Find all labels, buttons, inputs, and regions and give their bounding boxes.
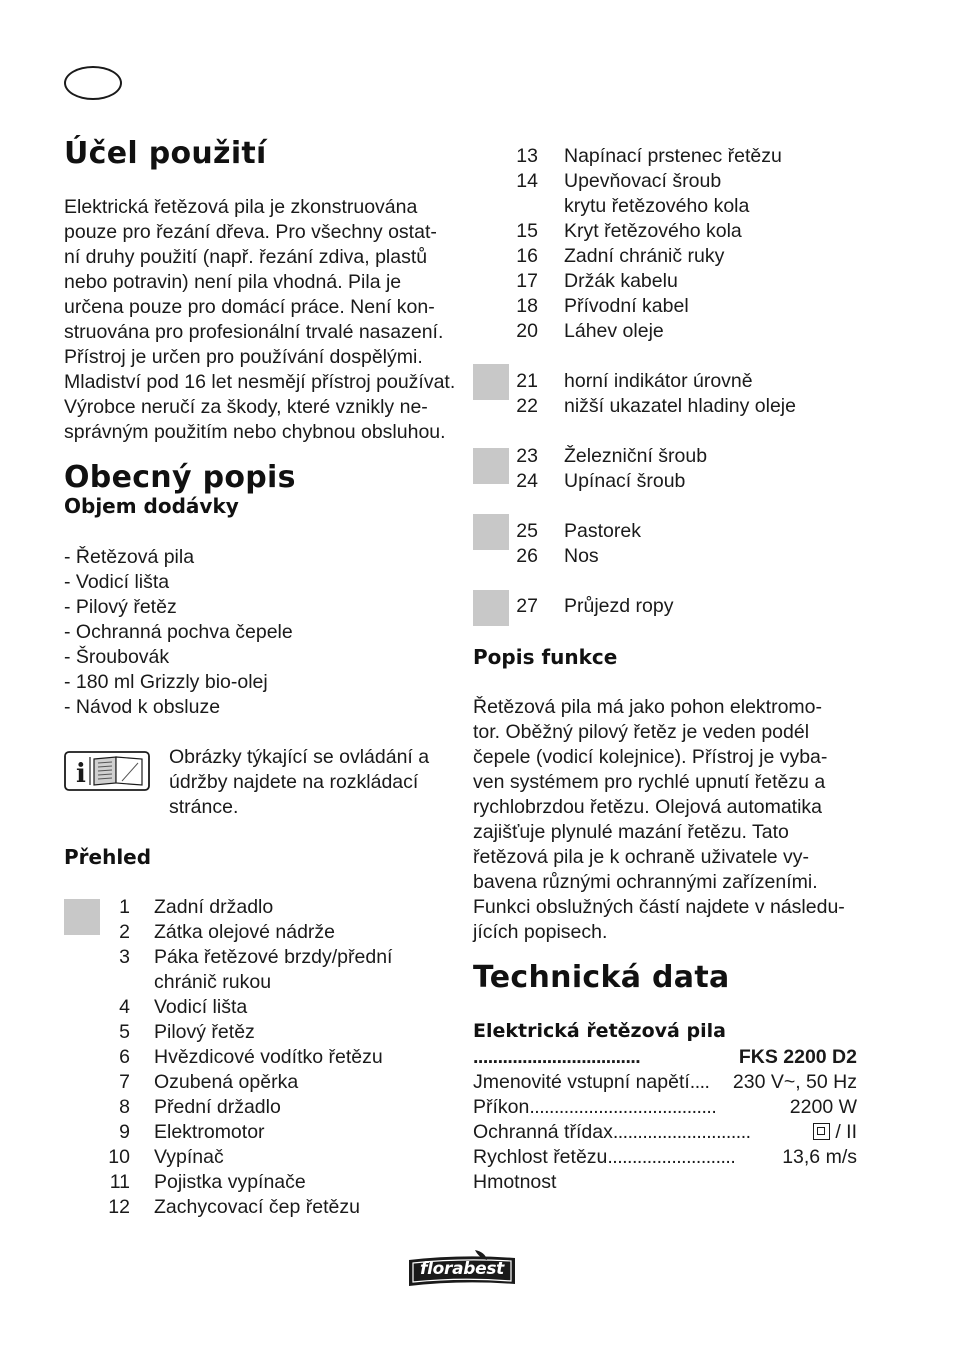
item-label: Nos [564,545,599,567]
tech-table [473,1070,857,1195]
overview-group [498,594,673,619]
function-title: Popis funkce [473,645,618,669]
list-item [90,895,392,920]
item-number: 17 [516,270,538,292]
info-book-icon [64,751,150,791]
item-number: 27 [516,595,538,617]
list-item [90,1145,392,1170]
item-label: Napínací prstenec řetězu [564,145,782,167]
item-number: 24 [516,470,538,492]
function-paragraph [473,695,845,945]
text-line: struována pro profesionální trvalé nasazení. [64,321,444,343]
tech-value: 2200 W [789,1096,857,1118]
text-line: pouze pro řezání dřeva. Pro všechny ostat- [64,221,437,243]
item-label: Zachycovací čep řetězu [154,1196,360,1218]
dot-leader: .......................... [607,1146,736,1168]
delivery-list [64,545,293,720]
list-item [90,1195,392,1220]
text-line: tor. Oběžný pilový řetěz je veden podél [473,721,810,743]
item-number: 5 [119,1021,130,1043]
dot-leader: ...................................... [529,1096,717,1118]
general-title: Obecný popis [64,460,296,495]
item-label: Držák kabelu [564,270,678,292]
item-number: 7 [119,1071,130,1093]
item-number: 22 [516,395,538,417]
item-label: Upevňovací šroub [564,170,722,192]
item-label: Elektromotor [154,1121,265,1143]
list-item: - 180 ml Grizzly bio-olej [64,671,268,693]
list-item [90,945,392,970]
item-number: 15 [516,220,538,242]
overview-title: Přehled [64,845,152,869]
item-number: 4 [119,996,130,1018]
text-line: stránce. [169,796,239,818]
general-subtitle: Objem dodávky [64,494,239,518]
overview-list-left [90,895,392,1220]
list-item [498,269,782,294]
tech-label: Příkon [473,1096,530,1118]
item-label: Přední držadlo [154,1096,281,1118]
list-item: - Ochranná pochva čepele [64,621,293,643]
intro-title: Účel použití [64,136,267,171]
item-label: Vypínač [154,1146,224,1168]
florabest-logo [405,1250,519,1288]
item-label: Láhev oleje [564,320,664,342]
list-item [498,519,641,544]
list-item [498,169,782,194]
list-item [498,219,782,244]
tech-label: Hmotnost [473,1171,557,1193]
text-line: Funkci obslužných částí najdete v následu- [473,896,845,918]
list-item [498,369,796,394]
list-item [90,1095,392,1120]
item-number: 10 [108,1146,130,1168]
list-item [90,1170,392,1195]
item-label: Kryt řetězového kola [564,220,742,242]
tech-value: / II [835,1121,857,1143]
text-line: Elektrická řetězová pila je zkonstruována [64,196,418,218]
tech-label: Ochranná třídax [473,1121,613,1143]
list-item [90,995,392,1020]
text-line: ven systémem pro rychlé upnutí řetězu a [473,771,826,793]
item-label: Páka řetězové brzdy/přední [154,946,393,968]
dot-leader: .... [689,1071,710,1093]
overview-group [498,519,641,569]
list-item [90,1020,392,1045]
dot-leader: .................................. [473,1046,641,1068]
item-label: Vodicí lišta [154,996,248,1018]
item-label: Zadní chránič ruky [564,245,725,267]
svg-text:i: i [76,759,86,789]
item-number: 12 [108,1196,130,1218]
overview-group [498,369,796,419]
text-line: řetězová pila je k ochraně uživatele vy- [473,846,810,868]
list-item [498,544,641,569]
item-label: Zátka olejové nádrže [154,921,336,943]
list-item [498,444,707,469]
item-label: Zadní držadlo [154,896,274,918]
list-item [90,920,392,945]
list-item: - Vodicí lišta [64,571,170,593]
item-number: 25 [516,520,538,542]
item-number: 18 [516,295,538,317]
list-item: - Návod k obsluze [64,696,221,718]
item-number: 20 [516,320,538,342]
tech-label: Jmenovité vstupní napětí [473,1071,690,1093]
list-item: - Šroubovák [64,646,170,668]
text-line: zajišťuje plynulé mazání řetězu. Tato [473,821,789,843]
item-label: Pilový řetěz [154,1021,255,1043]
list-item [90,1045,392,1070]
item-label: Pojistka vypínače [154,1171,306,1193]
item-number: 11 [109,1171,130,1193]
item-label: Pastorek [564,520,641,542]
tech-title: Technická data [473,960,730,995]
text-line: Výrobce neručí za škody, které vznikly ne- [64,396,428,418]
list-item [498,194,782,219]
intro-paragraph [64,195,455,445]
item-number: 9 [119,1121,130,1143]
item-number: 2 [119,921,130,943]
info-note [169,745,429,820]
text-line: Přístroj je určen pro používání dospělými. [64,346,423,368]
list-item [498,594,673,619]
tech-label: Rychlost řetězu [473,1146,608,1168]
tech-value: 13,6 m/s [782,1146,857,1168]
model-value: FKS 2200 D2 [738,1046,857,1068]
protection-class-icon [813,1123,830,1140]
list-item [90,1120,392,1145]
item-number: 8 [119,1096,130,1118]
text-line: správným použitím nebo chybnou obsluhou. [64,421,446,443]
item-label: Ozubená opěrka [154,1071,299,1093]
tech-row [473,1145,857,1170]
text-line: nebo potravin) není pila vhodná. Pila je [64,271,402,293]
list-item: - Řetězová pila [64,546,195,568]
text-line: Obrázky týkající se ovládání a [169,746,430,768]
overview-group [498,444,707,494]
list-item: - Pilový řetěz [64,596,177,618]
text-line: bavena různými ochrannými zařízeními. [473,871,818,893]
overview-list-right [498,144,782,344]
list-item [498,469,707,494]
list-item [498,144,782,169]
tech-row [473,1070,857,1095]
item-number: 26 [516,545,538,567]
item-label: Upínací šroub [564,470,686,492]
list-item [90,1070,392,1095]
item-number: 16 [516,245,538,267]
item-label: krytu řetězového kola [564,195,750,217]
item-label: nižší ukazatel hladiny oleje [564,395,796,417]
list-item [498,244,782,269]
item-label: Železniční šroub [564,445,708,467]
item-label: Hvězdicové vodítko řetězu [154,1046,383,1068]
item-number: 13 [516,145,538,167]
tech-row [473,1095,857,1120]
item-number: 3 [119,946,130,968]
list-item [498,294,782,319]
tech-model-row [473,1045,857,1070]
text-line: čepele (vodicí kolejnice). Přístroj je vyba- [473,746,828,768]
item-number: 1 [119,896,130,918]
list-item [90,970,392,995]
tech-row [473,1170,857,1195]
item-label: chránič rukou [154,971,272,993]
item-number: 14 [516,170,538,192]
tech-value: 230 V~, 50 Hz [732,1071,857,1093]
text-line: ní druhy použití (např. řezání zdiva, plastů [64,246,428,268]
item-number: 23 [516,445,538,467]
list-item [498,394,796,419]
item-label: Přívodní kabel [564,295,689,317]
text-line: Řetězová pila má jako pohon elektromo- [473,696,823,718]
item-label: Průjezd ropy [564,595,674,617]
item-number: 21 [516,370,538,392]
language-marker [64,66,122,100]
text-line: údržby najdete na rozkládací [169,771,419,793]
item-label: horní indikátor úrovně [564,370,753,392]
tech-product: Elektrická řetězová pila [473,1020,726,1042]
text-line: určena pouze pro domácí práce. Není kon- [64,296,435,318]
item-number: 6 [119,1046,130,1068]
dot-leader: ............................ [612,1121,751,1143]
logo-text: florabest [419,1259,504,1279]
text-line: Mladiství pod 16 let nesmějí přístroj používat. [64,371,456,393]
text-line: jících popisech. [473,921,608,943]
tech-row [473,1120,857,1145]
list-item [498,319,782,344]
text-line: rychlobrzdou řetězu. Olejová automatika [473,796,823,818]
